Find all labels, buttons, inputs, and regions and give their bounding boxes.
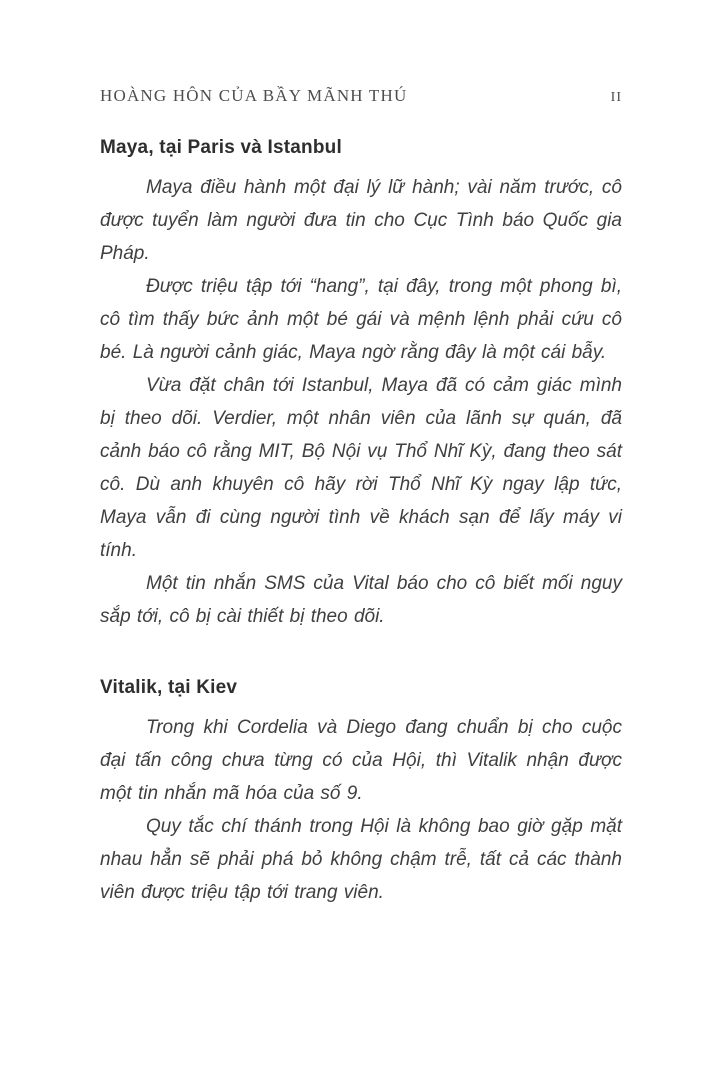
section-heading-maya: Maya, tại Paris và Istanbul — [100, 137, 342, 158]
body-paragraph: Quy tắc chí thánh trong Hội là không bao giờ gặp mặt nhau hẳn sẽ phải phá bỏ không chậm trễ, tất cả các thành viên được triệu tập tới trang viên. — [100, 816, 622, 903]
running-title: HOÀNG HÔN CỦA BẦY MÃNH THÚ — [100, 86, 408, 105]
body-paragraph: Maya điều hành một đại lý lữ hành; vài năm trước, cô được tuyển làm người đưa tin cho Cục Tình báo Quốc gia Pháp. — [100, 177, 622, 264]
page-number: II — [610, 90, 622, 105]
body-paragraph: Một tin nhắn SMS của Vital báo cho cô biết mối nguy sắp tới, cô bị cài thiết bị theo dõi. — [100, 573, 622, 627]
running-header — [100, 86, 622, 106]
section-body-maya — [100, 171, 622, 633]
body-paragraph: Vừa đặt chân tới Istanbul, Maya đã có cảm giác mình bị theo dõi. Verdier, một nhân viên của lãnh sự quán, đã cảnh báo cô rằng MIT, Bộ Nội vụ Thổ Nhĩ Kỳ, đang theo sát cô. Dù anh khuyên cô hãy rời Thổ Nhĩ Kỳ ngay lập tức, Maya vẫn đi cùng người tình về khách sạn để lấy máy vi tính. — [100, 375, 622, 561]
section-heading-vitalik: Vitalik, tại Kiev — [100, 677, 238, 698]
body-paragraph: Trong khi Cordelia và Diego đang chuẩn bị cho cuộc đại tấn công chưa từng có của Hội, thì Vitalik nhận được một tin nhắn mã hóa của số 9. — [100, 717, 622, 804]
section-body-vitalik — [100, 711, 622, 909]
body-paragraph: Được triệu tập tới “hang”, tại đây, trong một phong bì, cô tìm thấy bức ảnh một bé gái và mệnh lệnh phải cứu cô bé. Là người cảnh giác, Maya ngờ rằng đây là một cái bẫy. — [100, 276, 622, 363]
